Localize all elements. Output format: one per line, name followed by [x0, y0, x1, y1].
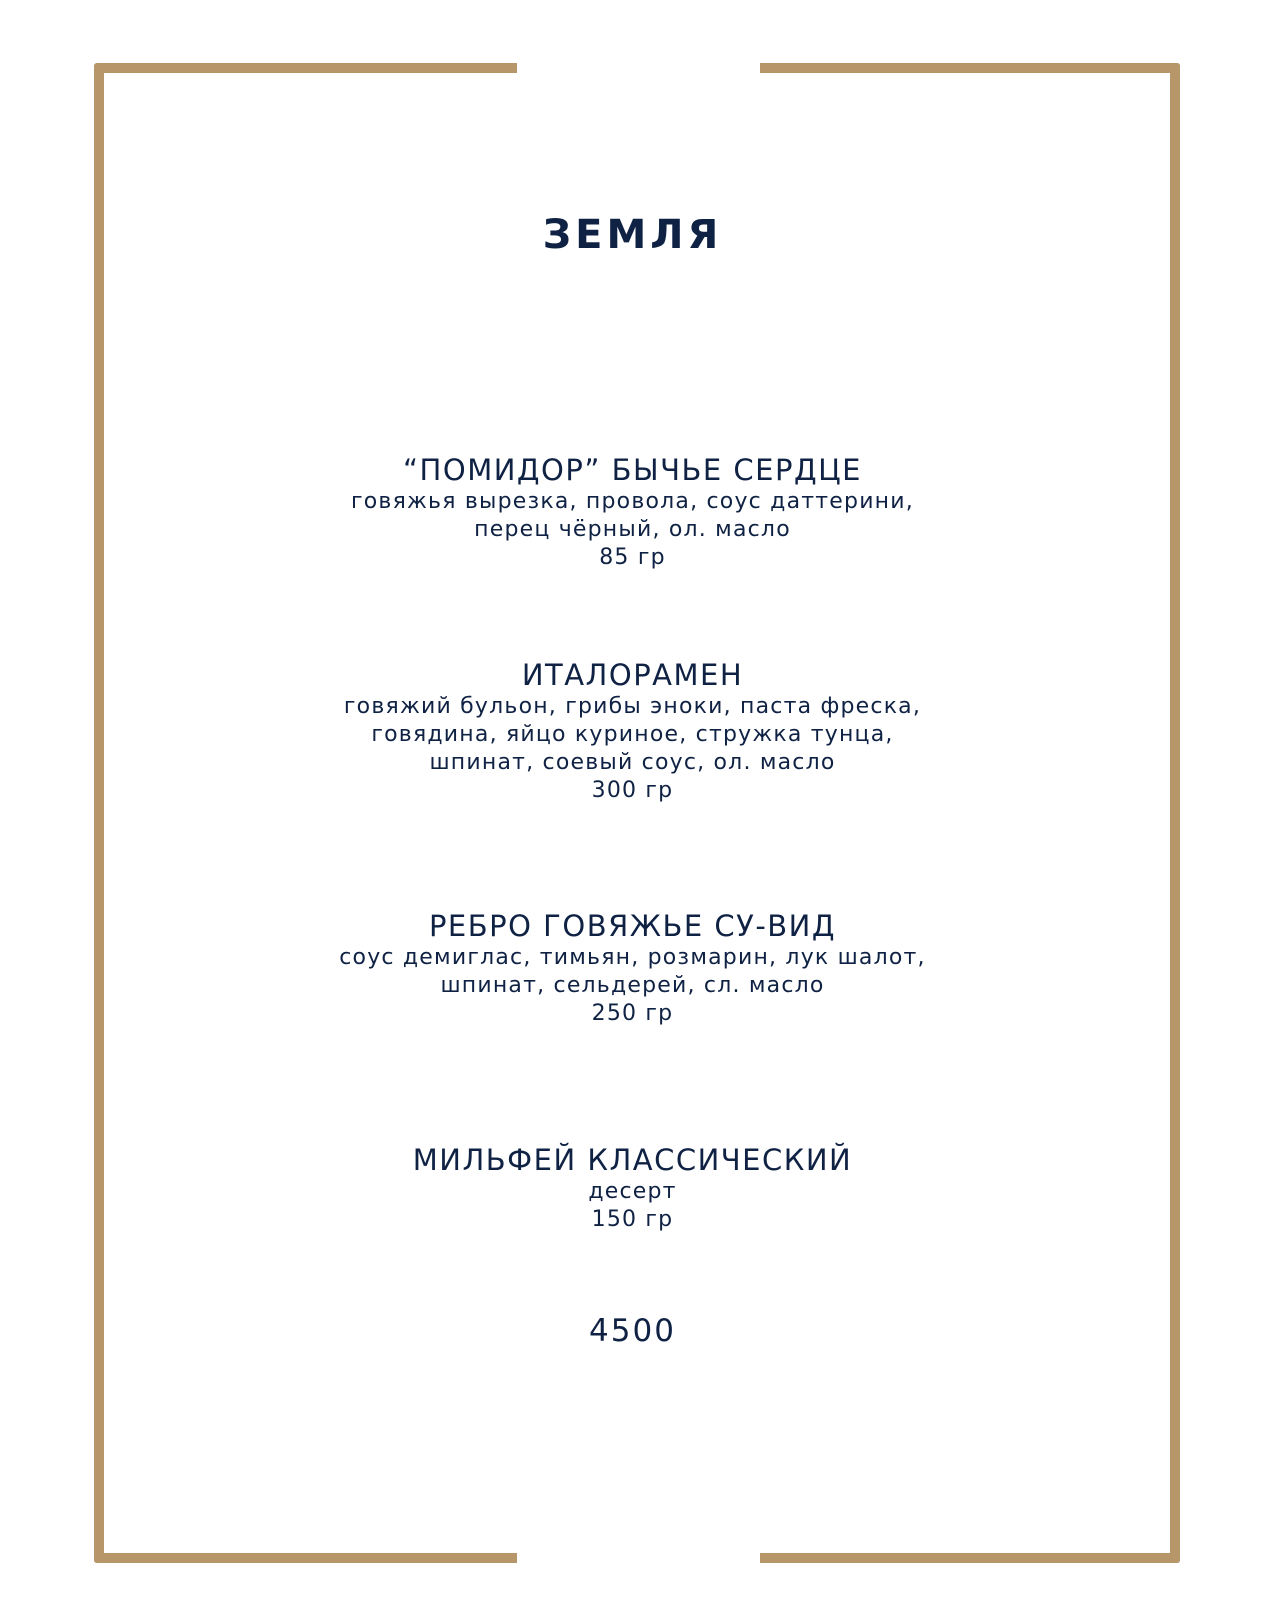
dish-weight: 250 гр	[591, 1001, 674, 1026]
dish-ingredients: шпинат, соевый соус, ол. масло	[429, 750, 836, 775]
dish-name: РЕБРО ГОВЯЖЬЕ СУ-ВИД	[428, 909, 837, 943]
dish-name: ИТАЛОРАМЕН	[521, 658, 744, 692]
dish-ingredients: перец чёрный, ол. масло	[474, 517, 791, 542]
dish-ingredients: шпинат, сельдерей, сл. масло	[440, 973, 825, 998]
menu-item	[0, 1142, 1265, 1234]
dish-ingredients: говяжья вырезка, провола, соус даттерини,	[351, 489, 914, 514]
frame-bottom-left	[94, 1553, 517, 1563]
dish-weight: 85 гр	[599, 545, 666, 570]
dish-weight: 300 гр	[591, 778, 674, 803]
dish-ingredients: говядина, яйцо куриное, стружка тунца,	[371, 722, 894, 747]
dish-name: МИЛЬФЕЙ КЛАССИЧЕСКИЙ	[412, 1143, 853, 1177]
menu-item	[0, 452, 1265, 572]
dish-name: “ПОМИДОР” БЫЧЬЕ СЕРДЦЕ	[403, 453, 862, 487]
menu-item	[0, 908, 1265, 1028]
frame-top-left	[94, 63, 517, 73]
dish-weight: 150 гр	[591, 1207, 674, 1232]
dish-ingredients: соус демиглас, тимьян, розмарин, лук шалот,	[339, 945, 926, 970]
frame-top-right	[760, 63, 1180, 73]
dish-description: десерт	[588, 1179, 677, 1204]
frame-bottom-right	[760, 1553, 1180, 1563]
menu-title: ЗЕМЛЯ	[542, 212, 723, 258]
menu-item	[0, 657, 1265, 805]
dish-ingredients: говяжий бульон, грибы эноки, паста фреска,	[343, 694, 922, 719]
total-price: 4500	[589, 1313, 676, 1349]
